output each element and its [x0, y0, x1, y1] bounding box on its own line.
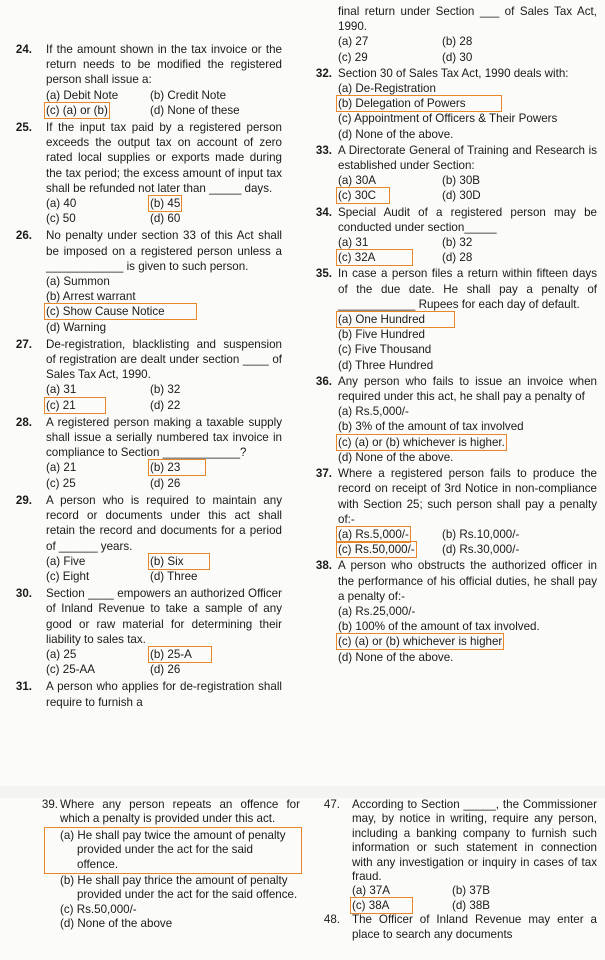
option-b: (b) Rs.10,000/- — [442, 527, 520, 541]
option-d: (d) 38B — [452, 898, 491, 912]
question-stem: Section ____ empowers an authorized Officer of Inland Revenue to take a sample of any good or raw material for determining their liability to sales tax. — [46, 587, 282, 646]
option-b-answer: (b) 23 — [150, 461, 204, 474]
question-stem: Where any person repeats an offence for which a penalty is provided under this act. — [60, 798, 300, 826]
question-31 — [10, 679, 282, 709]
question-stem: Section 30 of Sales Tax Act, 1990 deals with: — [338, 66, 569, 80]
option-c: (c) 50 — [46, 212, 76, 226]
option-b-answer: (b) Delegation of Powers — [338, 97, 500, 110]
option-b: (b) 32 — [150, 383, 181, 397]
option-c-answer: (c) Rs.50,000/- — [338, 543, 415, 557]
page-divider — [0, 786, 605, 798]
question-36 — [302, 374, 597, 465]
option-d: (d) 60 — [150, 212, 181, 226]
option-d: (d) Three — [150, 569, 198, 583]
question-stem: Special Audit of a registered person may be conducted under section_____ — [338, 205, 597, 234]
option-d: (d) Rs.30,000/- — [442, 543, 520, 557]
option-c-answer: (c) (a) or (b) whichever is higher — [338, 635, 503, 649]
option-d: (d) Three Hundred — [338, 358, 434, 372]
question-47 — [310, 798, 597, 942]
option-d: (d) None of the above. — [338, 450, 454, 464]
question-stem: Any person who fails to issue an invoice when required under this act, he shall pay a penalty of — [338, 374, 597, 404]
question-number: 28. — [15, 415, 32, 429]
option-a: (a) Rs.5,000/- — [338, 405, 409, 419]
option-b: (b) 30B — [442, 174, 481, 188]
question-number: 26. — [15, 229, 32, 243]
option-c: (c) Rs.50,000/- — [60, 902, 137, 916]
option-b-answer: (b) Six — [150, 555, 208, 568]
option-d: (d) 28 — [442, 251, 473, 265]
option-a: (a) 30A — [338, 174, 377, 188]
right-column — [302, 4, 597, 665]
option-a: (a) 31 — [338, 236, 369, 250]
question-32 — [302, 66, 597, 142]
question-stem: The Officer of Inland Revenue may enter a place to search any documents — [352, 913, 597, 941]
option-c: (c) Five Thousand — [338, 343, 432, 357]
option-d: (d) 26 — [150, 476, 181, 490]
question-number: 30. — [15, 587, 32, 601]
question-stem: A registered person making a taxable supply shall issue a serially numbered tax invoice in compliance to Section ____________? — [46, 415, 282, 460]
option-c-answer: (c) (a) or (b) — [46, 103, 108, 117]
question-28 — [10, 415, 282, 491]
question-37 — [302, 466, 597, 557]
question-stem: A Directorate General of Training and Research is established under Section: — [338, 143, 597, 173]
question-number: 38. — [315, 559, 332, 573]
option-d: (d) None of these — [150, 103, 240, 117]
question-38 — [302, 558, 597, 664]
question-35 — [302, 266, 597, 372]
question-24 — [10, 42, 282, 118]
option-b-answer: (b) 45 — [150, 197, 181, 211]
question-26 — [10, 228, 282, 334]
option-a-answer: (a) He shall pay twice the amount of penalty provided under the act for the said offence. — [46, 829, 300, 872]
option-b: (b) 3% of the amount of tax involved — [338, 420, 524, 434]
question-48 — [310, 913, 597, 942]
question-number: 39. — [41, 798, 58, 811]
option-b: (b) He shall pay thrice the amount of penalty provided under the act for the said offence. — [60, 874, 298, 902]
question-stem: final return under Section ___ of Sales Tax Act, 1990. — [338, 5, 597, 34]
option-b: (b) Five Hundred — [338, 328, 425, 342]
option-d: (d) 30 — [442, 50, 473, 64]
option-d: (d) None of the above. — [338, 650, 454, 664]
option-a: (a) Summon — [46, 275, 110, 289]
question-number: 27. — [15, 337, 32, 351]
question-number: 24. — [15, 43, 32, 56]
question-stem: If the amount shown in the tax invoice or the return needs to be modified the registered person shall issue a: — [46, 43, 282, 87]
question-number: 35. — [315, 267, 332, 281]
option-a: (a) 37A — [352, 884, 391, 898]
option-d: (d) Warning — [46, 320, 107, 334]
option-d: (d) 26 — [150, 663, 181, 677]
option-a-answer: (a) One Hundred — [338, 313, 453, 326]
question-stem: According to Section _____, the Commissioner may, by notice in writing, require any person, including a banking company to furnish such information or such statement in connection with any investigation or inquiry in cases of tax fraud. — [352, 798, 597, 884]
question-stem: A person who applies for de-registration shall require to furnish a — [46, 680, 282, 709]
question-number: 48. — [323, 913, 340, 927]
question-number: 34. — [315, 205, 332, 219]
option-b: (b) 100% of the amount of tax involved. — [338, 620, 540, 634]
question-number: 47. — [323, 798, 340, 811]
question-31-continued — [302, 4, 597, 65]
question-30 — [10, 586, 282, 677]
question-number: 37. — [315, 467, 332, 481]
option-c: (c) 25 — [46, 476, 76, 490]
question-number: 36. — [315, 374, 332, 388]
option-d: (d) 30D — [442, 189, 481, 203]
question-34 — [302, 205, 597, 266]
option-c-answer: (c) 32A — [338, 251, 411, 264]
option-d: (d) None of the above — [60, 917, 173, 931]
option-c-answer: (c) 21 — [46, 399, 104, 412]
option-c-answer: (c) Show Cause Notice — [46, 305, 195, 318]
option-c: (c) Eight — [46, 569, 90, 583]
option-a: (a) De-Registration — [338, 82, 436, 96]
option-b-answer: (b) 25-A — [150, 648, 210, 661]
lower-scan — [0, 798, 605, 960]
option-a: (a) 21 — [46, 461, 77, 475]
option-c-answer: (c) 38A — [352, 899, 411, 912]
question-stem: Where a registered person fails to produce the record on receipt of 3rd Notice in non-compliance with Section 25; such person shall pay a penalty of:- — [338, 467, 597, 526]
option-a: (a) 40 — [46, 197, 77, 211]
option-a: (a) Five — [46, 554, 86, 568]
question-number: 29. — [15, 493, 32, 507]
option-a: (a) 25 — [46, 647, 77, 661]
question-number: 31. — [15, 680, 32, 694]
option-b: (b) Credit Note — [150, 88, 227, 102]
question-stem: If the input tax paid by a registered person exceeds the output tax on account of zero rated local supplies or exports made during the tax period; the excess amount of input tax shall be refunded not later than _____ days. — [46, 121, 282, 195]
question-number: 25. — [15, 121, 32, 135]
question-number: 32. — [315, 66, 332, 80]
option-d: (d) None of the above. — [338, 127, 454, 141]
option-a: (a) 31 — [46, 383, 77, 397]
question-33 — [302, 143, 597, 204]
question-stem: No penalty under section 33 of this Act shall be imposed on a registered person unless a ____________ is given to such person. — [46, 229, 282, 273]
question-number: 33. — [315, 143, 332, 157]
option-a: (a) Rs.25,000/- — [338, 604, 416, 618]
question-stem: A person who is required to maintain any record or documents under this act shall retain the record and documents for a period of ______ years. — [46, 493, 282, 553]
question-27 — [10, 337, 282, 413]
option-b: (b) 28 — [442, 35, 473, 49]
option-d: (d) 22 — [150, 398, 181, 412]
question-25 — [10, 120, 282, 226]
option-c: (c) 25-AA — [46, 663, 95, 677]
option-c-answer: (c) (a) or (b) whichever is higher. — [338, 435, 505, 449]
question-stem: De-registration, blacklisting and suspension of registration are dealt under section ____ of Sales Tax Act, 1990. — [46, 337, 282, 382]
question-39 — [28, 798, 300, 932]
option-b: (b) 37B — [452, 884, 491, 898]
left-column — [10, 42, 282, 710]
question-stem: In case a person files a return within fifteen days of the due date. He shall pay a penalty of ____________ Rupees for each day of default. — [338, 267, 597, 311]
option-a: (a) 27 — [338, 35, 369, 49]
question-stem: A person who obstructs the authorized officer in the performance of his official duties, he shall pay a penalty of:- — [338, 559, 597, 603]
question-29 — [10, 493, 282, 584]
option-a: (a) Debit Note — [46, 88, 119, 102]
option-c: (c) 29 — [338, 50, 368, 64]
option-a-answer: (a) Rs.5,000/- — [338, 527, 409, 541]
option-c-answer: (c) 30C — [338, 189, 388, 202]
option-b: (b) Arrest warrant — [46, 290, 136, 304]
option-b: (b) 32 — [442, 236, 473, 250]
option-c: (c) Appointment of Officers & Their Powers — [338, 112, 558, 126]
